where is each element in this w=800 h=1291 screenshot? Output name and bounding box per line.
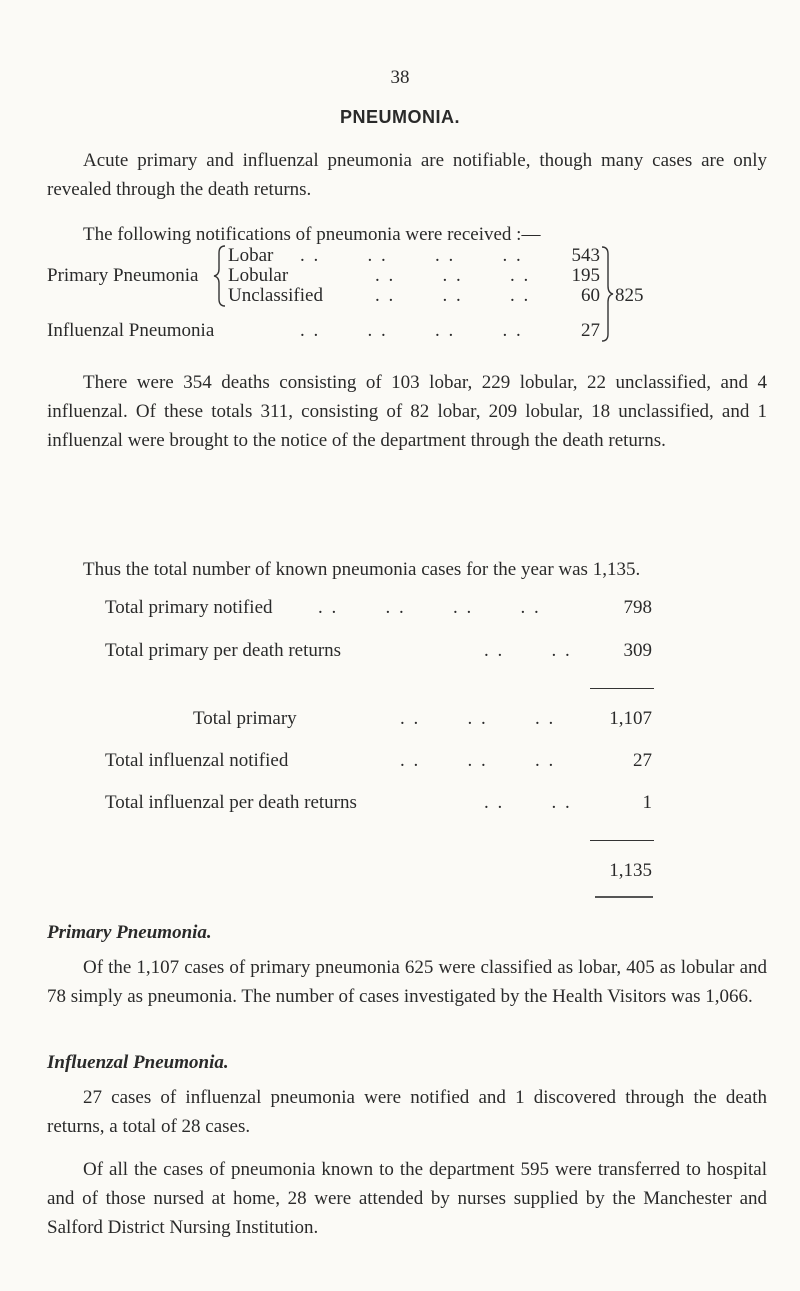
notifications-lead: The following notifications of pneumonia were received :— [83,224,541,245]
summary-label-4: Total influenzal per death returns [105,792,357,813]
lobular-value: 195 [571,265,600,286]
subtotal-rule [590,688,654,689]
lobar-label: Lobar [228,245,274,266]
hospital-paragraph: Of all the cases of pneumonia known to the department 595 were transferred to hospital and of those nursed at home, 28 were attended by nurses supplied by the Manchester and Salford District Nursing Institution. [47,1159,767,1238]
summary-value-2: 1,107 [609,708,652,729]
double-rule [595,896,653,898]
notifications-total: 825 [615,285,644,306]
lobular-label: Lobular [228,265,289,286]
lobar-value: 543 [571,245,600,266]
unclassified-value: 60 [581,285,600,306]
total-rule [590,840,654,841]
primary-pneumonia-paragraph: Of the 1,107 cases of primary pneumonia 625 were classified as lobar, 405 as lobular and 78 simply as pneumonia. The number of cases investigated by the Health Visitors was 1,066. [47,957,767,1007]
summary-value-1: 309 [623,640,652,661]
influenzal-pneumonia-label: Influenzal Pneumonia [47,320,215,341]
summary-value-4: 1 [642,792,652,813]
summary-value-3: 27 [633,750,652,771]
unclassified-label: Unclassified [228,285,323,306]
document-page: 38 PNEUMONIA. Acute primary and influenzal pneumonia are notifiable, though many cases are only revealed through the death returns. The following notifications of pneumonia were received :— Primary Pneumonia Lobar . . . . . . . . 543 Lobular . . . . . . 195 Unclassified . . . . . . 60 Influenzal Pneumonia . . . . . . . . 27 825 There were 354 deaths consisting of 103 lobar, 229 lobular, 22 unclassified, and 4 influenzal. Of these totals 311, consisting of 82 lobar, 209 lobular, 18 unclassified, and 1 influenzal were brought to the notice of the department through the death returns. Thus the total number of known pneumonia cases for the year was 1,135. Total primary notified . . . . . . . . 798 Total primary per death returns . . . . 309 Total primary . . . . . . 1,107 Total influenzal notified . . . . . . 27 Total influenzal per death returns . . . . 1 1,135 Primary Pneumonia. Of the 1,107 cases of primary pneumonia 625 were classified as lobar, 405 as lobular and 78 simply as pneumonia. The number of cases investigated by the Health Visitors was 1,066. Influenzal Pneumonia. 27 cases of influenzal pneumonia were notified and 1 discovered through the death returns, a total of 28 cases. Of all the cases of pneumonia known to the department 595 were transferred to hospital and of those nursed at home, 28 were attended by nurses supplied by the Manchester and Salford District Nursing Institution. [0,0,800,1291]
summary-value-0: 798 [623,597,652,618]
primary-pneumonia-label: Primary Pneumonia [47,265,199,286]
influenzal-pneumonia-heading: Influenzal Pneumonia. [47,1052,229,1073]
primary-pneumonia-heading: Primary Pneumonia. [47,922,212,943]
right-brace [600,246,614,342]
summary-label-1: Total primary per death returns [105,640,342,661]
intro-paragraph: Acute primary and influenzal pneumonia are notifiable, though many cases are only revealed through the death returns. [47,150,767,200]
deaths-paragraph: There were 354 deaths consisting of 103 lobar, 229 lobular, 22 unclassified, and 4 influenzal. Of these totals 311, consisting of 82 lobar, 209 lobular, 18 unclassified, and 1 influenzal were brought to the notice of the department through the death returns. [47,372,767,451]
grand-total: 1,135 [609,860,652,881]
influenzal-value: 27 [581,320,600,341]
summary-label-0: Total primary notified [105,597,273,618]
influenzal-pneumonia-paragraph: 27 cases of influenzal pneumonia were notified and 1 discovered through the death returns, a total of 28 cases. [47,1087,767,1137]
summary-label-2: Total primary [193,708,297,729]
page-number: 38 [390,67,410,88]
total-known-paragraph: Thus the total number of known pneumonia cases for the year was 1,135. [83,559,641,580]
page-title: PNEUMONIA. [339,107,460,127]
summary-label-3: Total influenzal notified [105,750,289,771]
left-brace [213,245,227,307]
